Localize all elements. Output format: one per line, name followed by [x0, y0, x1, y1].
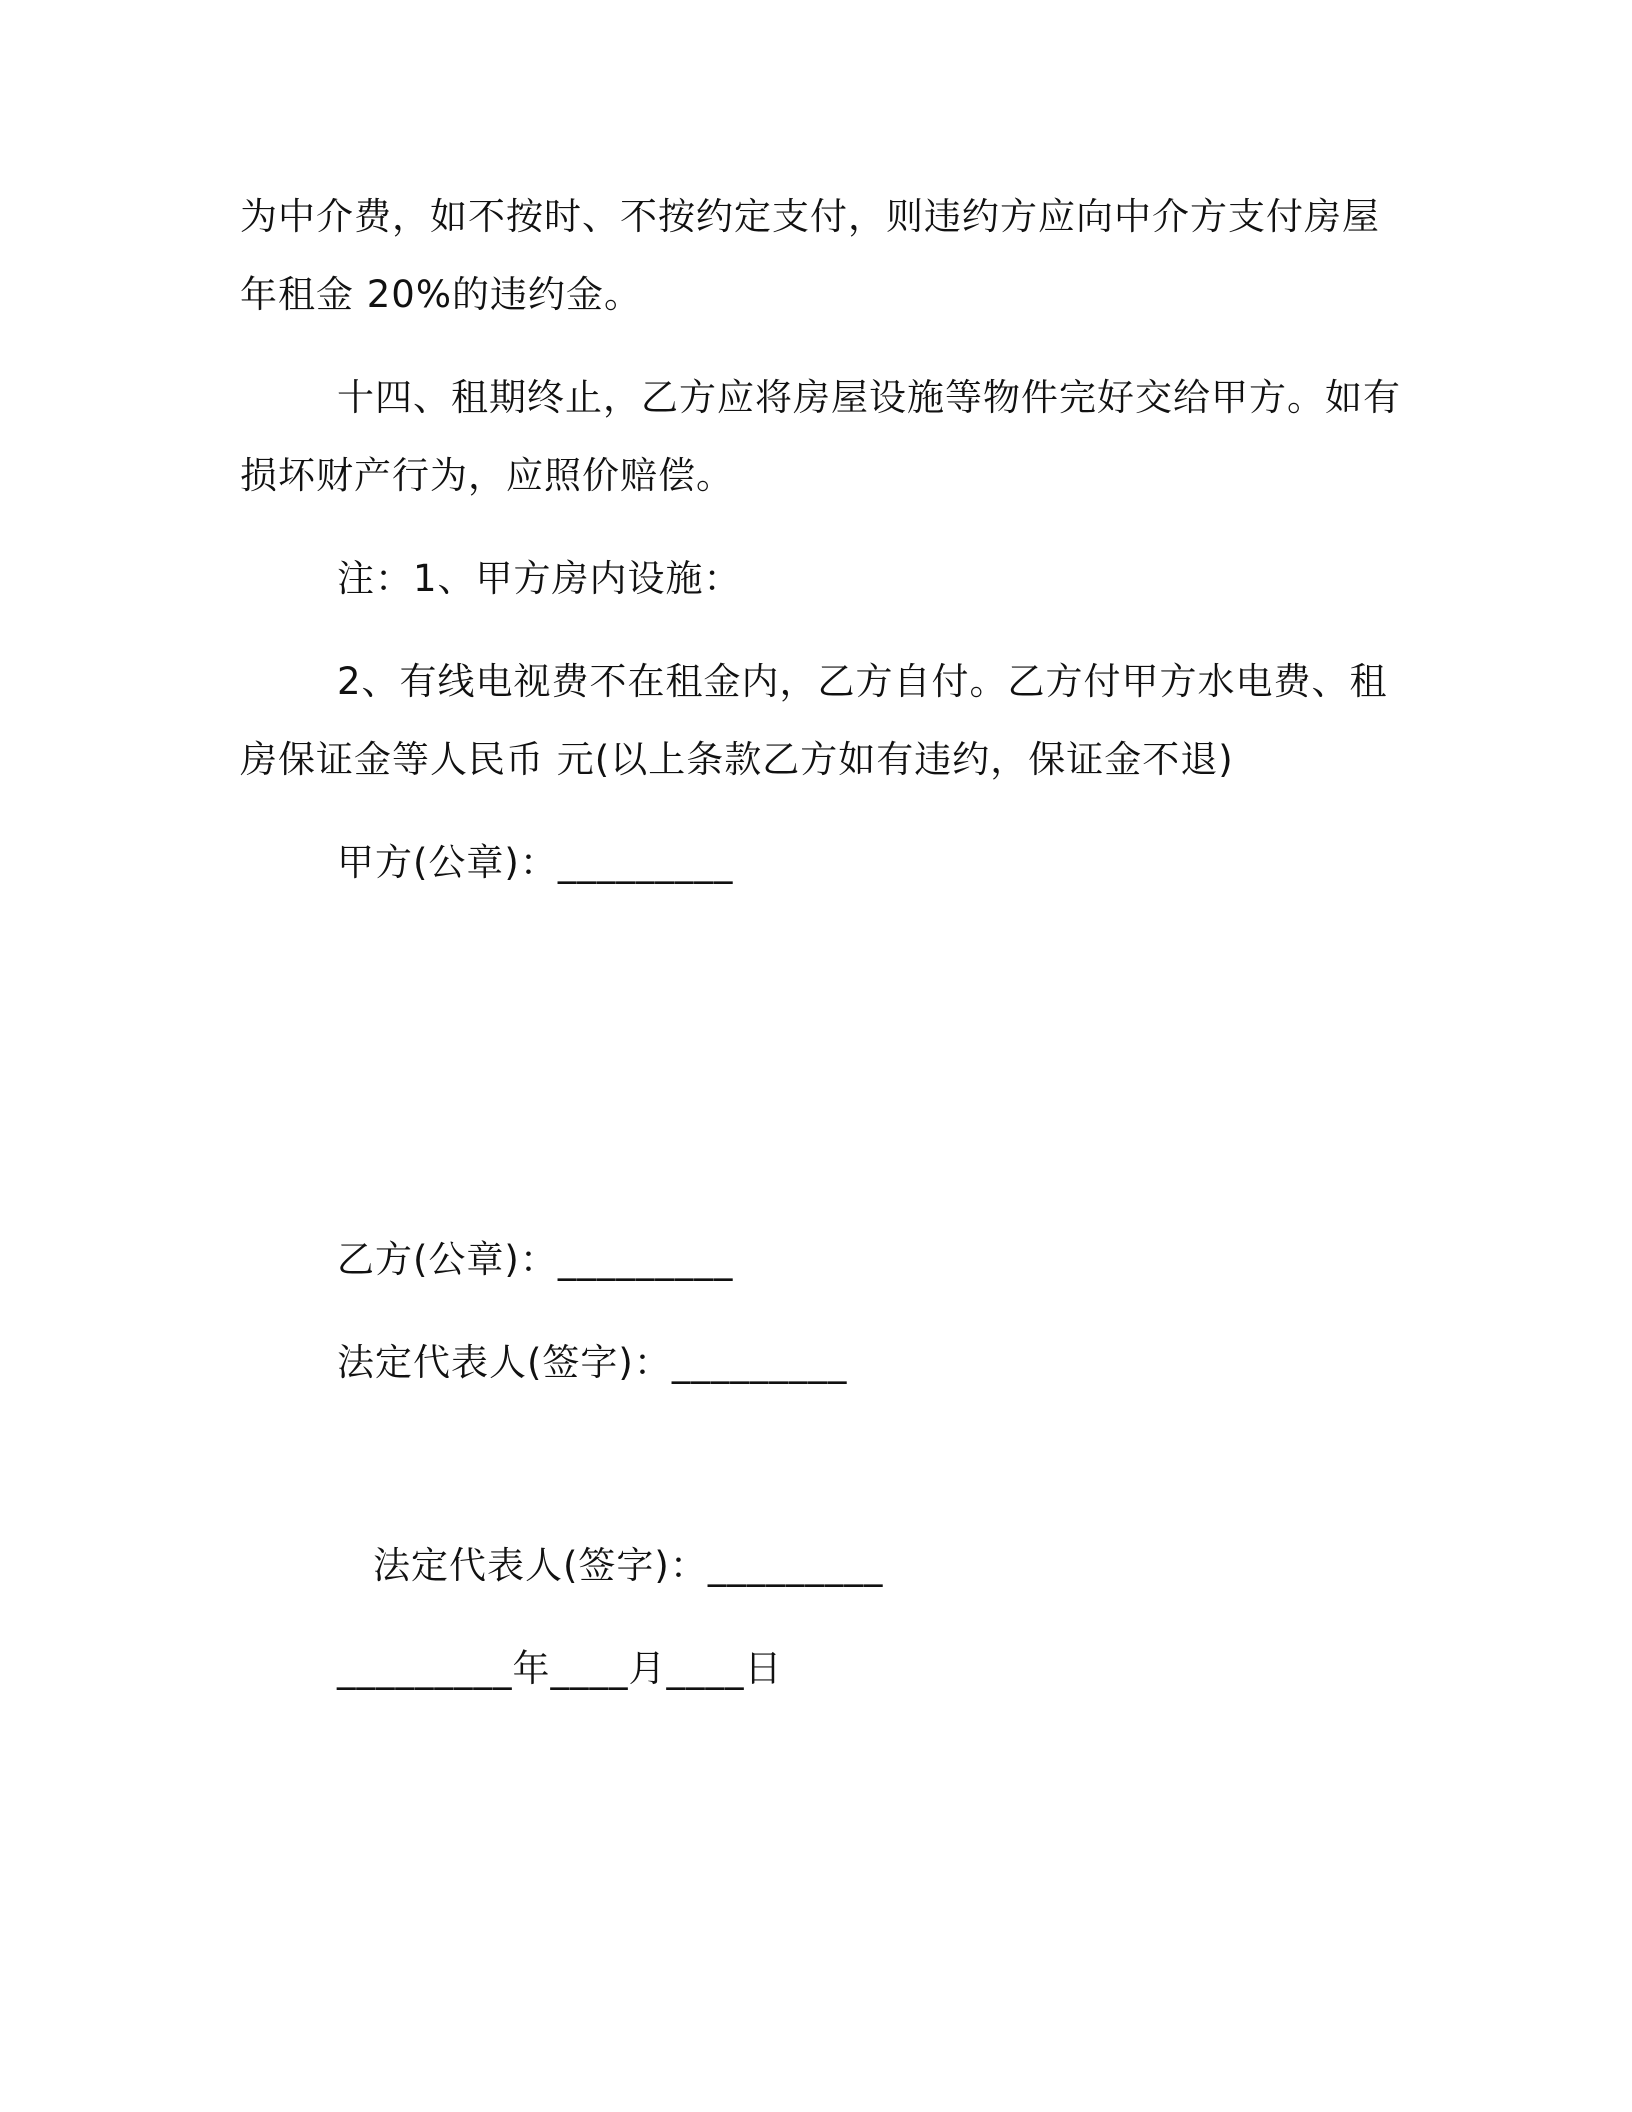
clause-14-line-1: 十四、租期终止，乙方应将房屋设施等物件完好交给甲方。如有: [337, 376, 1401, 419]
note-1-facilities: 注：1、甲方房内设施：: [337, 557, 742, 600]
legal-representative-signature-line-1: 法定代表人(签字)：_________: [337, 1341, 848, 1384]
note-2-line-2: 房保证金等人民币 元(以上条款乙方如有违约，保证金不退): [240, 738, 1234, 781]
party-b-seal-line: 乙方(公章)：_________: [337, 1238, 734, 1281]
note-2-line-1: 2、有线电视费不在租金内，乙方自付。乙方付甲方水电费、租: [337, 660, 1388, 703]
clause-14-line-2: 损坏财产行为，应照价赔偿。: [240, 454, 734, 497]
date-line: _________年____月____日: [337, 1647, 783, 1690]
party-a-seal-line: 甲方(公章)：_________: [337, 841, 734, 884]
legal-representative-signature-line-2: 法定代表人(签字)：_________: [373, 1544, 884, 1587]
clause-13-continued-line-2: 年租金 20%的违约金。: [240, 273, 642, 316]
clause-13-continued-line-1: 为中介费，如不按时、不按约定支付，则违约方应向中介方支付房屋: [240, 195, 1380, 238]
